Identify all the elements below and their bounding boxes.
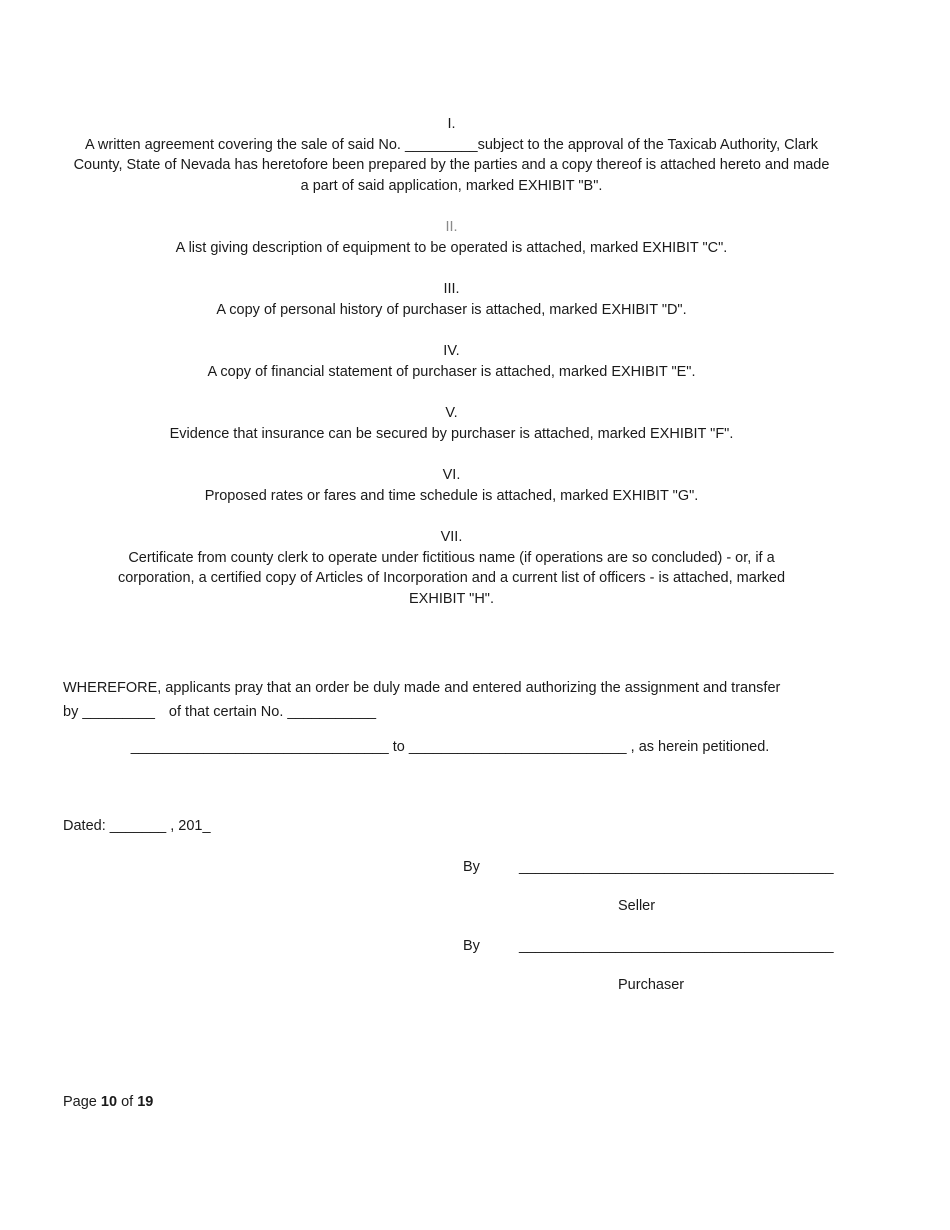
section-text: A copy of personal history of purchaser is attached, marked EXHIBIT "D". <box>216 301 687 318</box>
section-text: A copy of financial statement of purchaser is attached, marked EXHIBIT "E". <box>207 363 696 380</box>
current-page-number: 10 <box>100 1094 118 1110</box>
total-pages-number: 19 <box>137 1094 154 1110</box>
page-word: Page <box>63 1094 97 1110</box>
transfer-line: ________________________________ to ___________________________ , as herein petitioned. <box>130 739 770 755</box>
section-v <box>0 403 903 444</box>
section-vii <box>0 527 903 609</box>
section-iii <box>0 279 903 320</box>
section-numeral: VII. <box>440 529 463 545</box>
section-i <box>0 114 903 196</box>
wherefore-line-2 <box>63 700 863 724</box>
wherefore-paragraph <box>63 676 863 724</box>
purchaser-by-label: By <box>463 938 480 954</box>
wherefore-line-1: WHEREFORE, applicants pray that an order be duly made and entered authorizing the assignment and transfer <box>63 680 781 696</box>
seller-signature-line: _______________________________________ <box>519 859 834 875</box>
dated-line: Dated: _______ , 201_ <box>63 818 211 834</box>
section-text: A written agreement covering the sale of said No. _________subject to the approval of the Taxicab Authority, Clark County, State of Nevada has heretofore been prepared by the parties and a copy thereof is attached hereto and made a part of said application, marked EXHIBIT "B". <box>73 136 830 194</box>
section-iv <box>0 341 903 382</box>
purchaser-signature-line: _______________________________________ <box>519 938 834 954</box>
section-text: Certificate from county clerk to operate under fictitious name (if operations are so concluded) - or, if a corporation, a certified copy of Articles of Incorporation and a current list of officers - is attached, marked EXHIBIT "H". <box>117 549 786 607</box>
section-numeral: II. <box>445 219 458 235</box>
section-vi <box>0 465 903 506</box>
section-text: A list giving description of equipment to be operated is attached, marked EXHIBIT "C". <box>175 239 728 256</box>
section-numeral: III. <box>443 281 460 297</box>
section-numeral: IV. <box>443 343 460 359</box>
certain-no-blank: of that certain No. ___________ <box>168 704 377 720</box>
section-numeral: I. <box>447 116 456 132</box>
of-word: of <box>121 1094 134 1110</box>
section-numeral: VI. <box>442 467 461 483</box>
purchaser-label: Purchaser <box>618 977 685 993</box>
seller-label: Seller <box>618 898 656 914</box>
seller-by-label: By <box>463 859 480 875</box>
section-text: Proposed rates or fares and time schedule is attached, marked EXHIBIT "G". <box>204 487 699 504</box>
section-text: Evidence that insurance can be secured by purchaser is attached, marked EXHIBIT "F". <box>169 425 734 442</box>
section-numeral: V. <box>445 405 458 421</box>
exhibit-sections <box>0 114 903 630</box>
by-blank: by _________ <box>63 704 155 720</box>
page-footer <box>63 1094 153 1110</box>
section-ii <box>0 217 903 258</box>
